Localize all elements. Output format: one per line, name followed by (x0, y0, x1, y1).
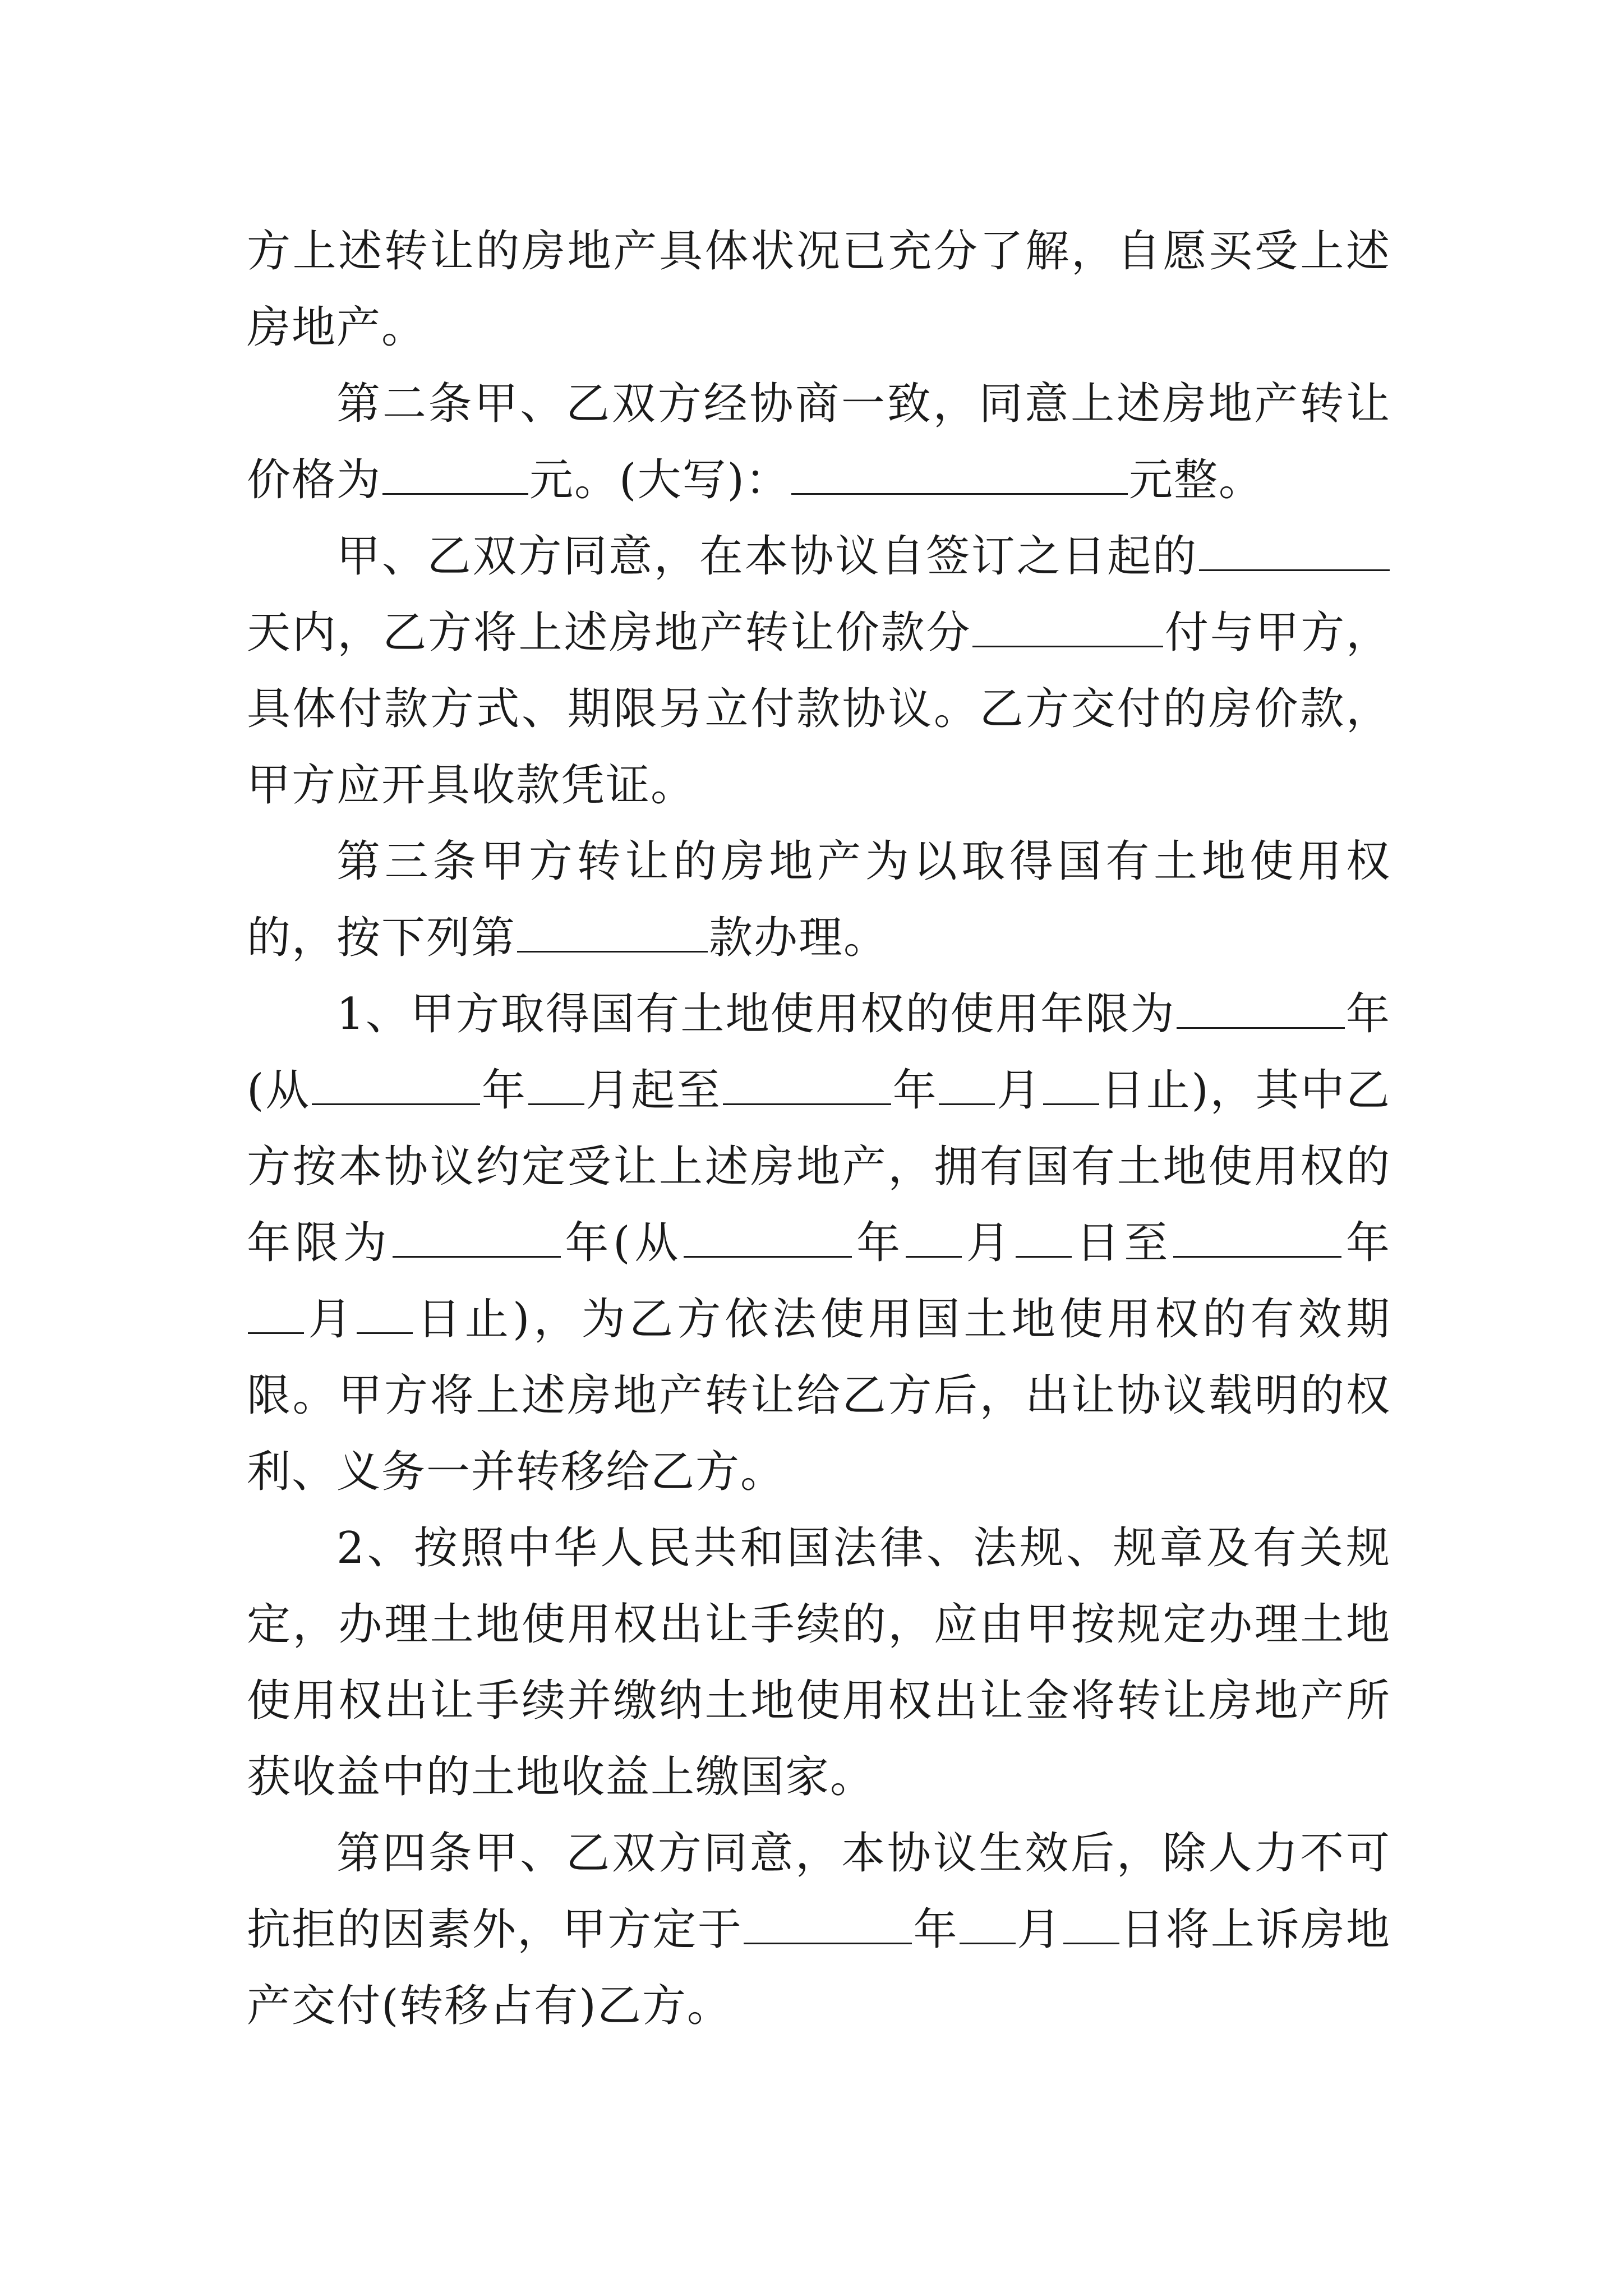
paragraph-1 (247, 213, 1391, 366)
blank-delivery-day[interactable] (1063, 1903, 1119, 1944)
text-segment: 1、甲方取得国有土地使用权的使用年限为 (336, 989, 1175, 1039)
text-segment: 天内，乙方将上述房地产转让价款分 (247, 608, 972, 658)
text-segment: 日将上诉房地产交付(转移占有)乙方。 (247, 1904, 1391, 2031)
blank-buyer-term-years[interactable] (393, 1217, 561, 1258)
text-segment: 年(从 (247, 989, 1391, 1116)
text-segment: 月 (996, 1065, 1042, 1116)
blank-days[interactable] (1199, 530, 1390, 571)
blank-buyer-end-day[interactable] (357, 1293, 413, 1334)
text-segment: 月起至 (585, 1065, 722, 1116)
text-segment: 第四条甲、乙双方同意，本协议生效后，除人力不可抗拒的因素外，甲方定于 (247, 1828, 1391, 1955)
blank-price-words[interactable] (791, 454, 1128, 495)
blank-end-year[interactable] (723, 1064, 891, 1105)
blank-end-month[interactable] (939, 1064, 995, 1105)
text-segment: 年 (913, 1904, 958, 1955)
text-segment: 年 (853, 1218, 905, 1268)
blank-buyer-end-year[interactable] (1173, 1217, 1341, 1258)
blank-delivery-month[interactable] (960, 1903, 1016, 1944)
text-segment: 第三条甲方转让的房地产为以取得国有土地使用权的，按下列第 (247, 836, 1391, 963)
clause-1-land-term (247, 976, 1391, 1510)
text-segment: 年(从 (561, 1218, 683, 1268)
blank-delivery-year[interactable] (744, 1903, 912, 1944)
blank-buyer-start-month[interactable] (906, 1217, 962, 1258)
text-segment: 元整。 (1128, 455, 1264, 505)
blank-start-year[interactable] (312, 1064, 480, 1105)
blank-term-years[interactable] (1177, 988, 1345, 1029)
blank-buyer-start-day[interactable] (1016, 1217, 1072, 1258)
blank-buyer-end-month[interactable] (248, 1293, 304, 1334)
article-2-price (247, 366, 1391, 518)
text-segment: 月 (1016, 1904, 1062, 1955)
text-segment: 2、按照中华人民共和国法律、法规、规章及有关规定，办理土地使用权出让手续的，应由甲按规定办理土地使用权出让手续并缴纳土地使用权出让金将转让房地产所获收益中的土地收益上缴国家。 (247, 1523, 1391, 1802)
text-segment: 日止)，其中乙方按本协议约定受让上述房地产，拥有国有土地使用权的年限为 (247, 1065, 1391, 1268)
paragraph-1-text: 方上述转让的房地产具体状况已充分了解，自愿买受上述房地产。 (247, 226, 1391, 353)
text-segment: 款办理。 (709, 913, 889, 963)
text-segment: 月 (962, 1218, 1015, 1268)
text-segment: 日至 (1072, 1218, 1173, 1268)
text-segment: 第二条甲、乙双方经协商一致，同意上述房地产转让价格为 (247, 379, 1391, 505)
article-4-delivery (247, 1815, 1391, 2044)
text-segment: 甲、乙双方同意，在本协议自签订之日起的 (336, 531, 1198, 582)
text-segment: 月 (305, 1294, 356, 1345)
article-3-land-use (247, 823, 1391, 976)
text-segment: 日止)，为乙方依法使用国土地使用权的有效期限。甲方将上述房地产转让给乙方后，出让协议载明的权利、义务一并转移给乙方。 (247, 1294, 1391, 1497)
text-segment: 元。(大写)： (529, 455, 790, 505)
blank-start-month[interactable] (528, 1064, 584, 1105)
paragraph-payment (247, 518, 1391, 823)
text-segment: 付与甲方，具体付款方式、期限另立付款协议。乙方交付的房价款，甲方应开具收款凭证。 (247, 608, 1391, 811)
document-body (247, 213, 1391, 2044)
blank-clause-number[interactable] (517, 912, 708, 953)
text-segment: 年 (1343, 1218, 1391, 1268)
blank-buyer-start-year[interactable] (684, 1217, 852, 1258)
text-segment: 年 (481, 1065, 527, 1116)
blank-installments[interactable] (972, 606, 1163, 647)
clause-2-transfer-procedure (247, 1510, 1391, 1815)
blank-end-day[interactable] (1043, 1064, 1099, 1105)
blank-price-figures[interactable] (382, 454, 528, 495)
text-segment: 年 (892, 1065, 938, 1116)
